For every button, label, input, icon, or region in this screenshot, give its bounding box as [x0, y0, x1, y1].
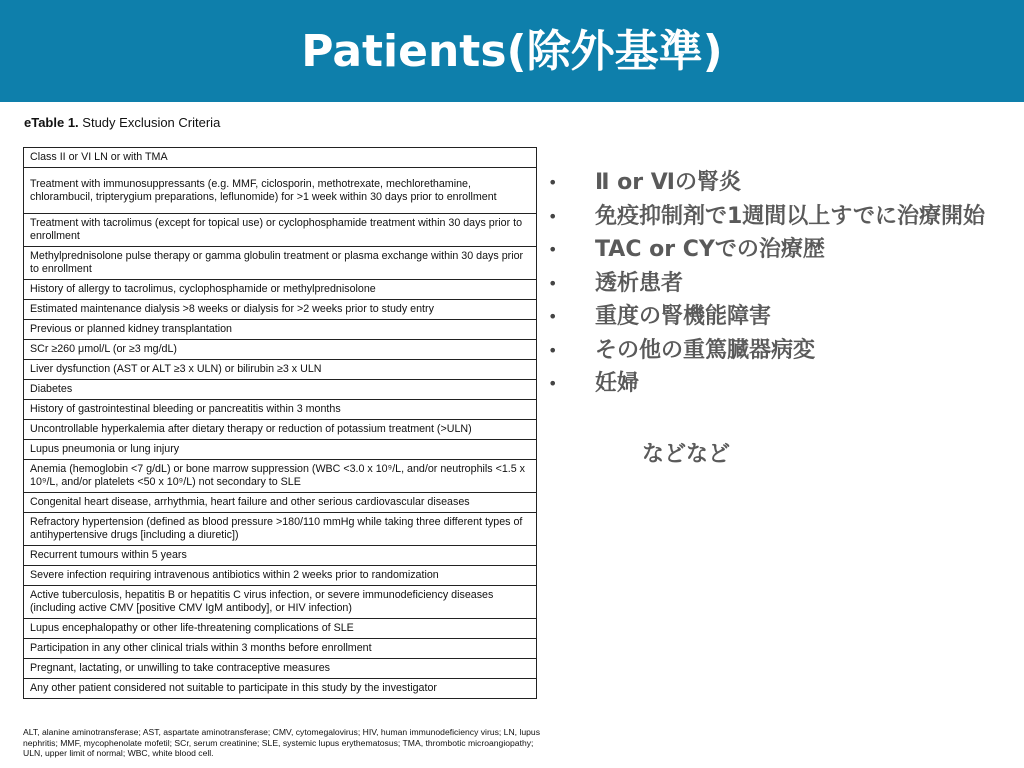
criteria-cell: Methylprednisolone pulse therapy or gamma globulin treatment or plasma exchange within 30 days prior to enrollment — [24, 247, 537, 280]
criteria-cell: Class II or VI LN or with TMA — [24, 148, 537, 168]
exclusion-criteria-table — [23, 147, 537, 699]
criteria-cell: Recurrent tumours within 5 years — [24, 546, 537, 566]
summary-bullet-text: Ⅱ or Ⅵの腎炎 — [595, 170, 741, 195]
summary-bullet-text: 重度の腎機能障害 — [595, 304, 772, 329]
slide-title: Patients(除外基準) — [301, 26, 723, 77]
bullet-dot: • — [548, 307, 558, 326]
japanese-summary-list — [548, 166, 988, 401]
criteria-cell: History of allergy to tacrolimus, cyclophosphamide or methylprednisolone — [24, 280, 537, 300]
table-caption — [24, 115, 220, 130]
summary-bullet-text: 透析患者 — [595, 270, 684, 296]
criteria-cell: Severe infection requiring intravenous antibiotics within 2 weeks prior to randomization — [24, 566, 537, 586]
bullet-dot: • — [548, 374, 558, 393]
criteria-cell: Participation in any other clinical trials within 3 months before enrollment — [24, 639, 537, 659]
summary-bullet — [548, 300, 988, 334]
title-bar — [0, 0, 1024, 102]
summary-bullet-text: TAC or CYでの治療歴 — [595, 237, 825, 262]
criteria-cell: SCr ≥260 μmol/L (or ≥3 mg/dL) — [24, 340, 537, 360]
summary-bullet-text: 妊婦 — [595, 371, 640, 396]
bullet-dot: • — [548, 273, 558, 293]
summary-bullet-text: 免疫抑制剤で1週間以上すでに治療開始 — [595, 203, 985, 229]
summary-bullet-text: その他の重篤臓器病変 — [595, 337, 816, 363]
criteria-cell: Treatment with tacrolimus (except for topical use) or cyclophosphamide treatment within 30 days prior to enrollment — [24, 214, 537, 247]
table-footnote: ALT, alanine aminotransferase; AST, aspartate aminotransferase; CMV, cytomegalovirus; HIV, human immunodeficiency virus; LN, lupus nephritis; MMF, mycophenolate mofetil; SCr, serum creatinine; SLE, systemic lupus erythematosus; TMA, thrombotic microangiopathy; ULN, upper limit of normal; WBC, white blood cell. — [23, 727, 540, 759]
criteria-cell: Refractory hypertension (defined as blood pressure >180/110 mmHg while taking three different types of antihypertensive drugs [including a diuretic]) — [24, 513, 537, 546]
criteria-cell: Active tuberculosis, hepatitis B or hepatitis C virus infection, or severe immunodeficiency diseases (including active CMV [positive CMV IgM antibody], or HIV infection) — [24, 586, 537, 619]
criteria-cell: Uncontrollable hyperkalemia after dietary therapy or reduction of potassium treatment (>ULN) — [24, 420, 537, 440]
criteria-cell: Any other patient considered not suitable to participate in this study by the investigator — [24, 679, 537, 699]
summary-bullet — [548, 200, 988, 234]
bullet-dot: • — [548, 240, 558, 259]
summary-bullet — [548, 334, 988, 368]
summary-bullet — [548, 233, 988, 267]
summary-bullet — [548, 166, 988, 200]
criteria-cell: Lupus encephalopathy or other life-threatening complications of SLE — [24, 619, 537, 639]
criteria-cell: Pregnant, lactating, or unwilling to take contraceptive measures — [24, 659, 537, 679]
criteria-cell: Liver dysfunction (AST or ALT ≥3 x ULN) or bilirubin ≥3 x ULN — [24, 360, 537, 380]
criteria-cell: Estimated maintenance dialysis >8 weeks or dialysis for >2 weeks prior to study entry — [24, 300, 537, 320]
criteria-cell: Previous or planned kidney transplantation — [24, 320, 537, 340]
table-caption-label: eTable 1. — [24, 115, 79, 130]
bullet-dot: • — [548, 340, 558, 360]
criteria-cell: History of gastrointestinal bleeding or pancreatitis within 3 months — [24, 400, 537, 420]
criteria-cell: Treatment with immunosuppressants (e.g. MMF, ciclosporin, methotrexate, mechlorethamine, chlorambucil, tripterygium preparations, leflunomide) for >1 week within 30 days prior to enrollment — [24, 168, 537, 214]
table-caption-text: Study Exclusion Criteria — [78, 115, 221, 130]
trailing-note: などなど — [642, 442, 731, 467]
criteria-cell: Diabetes — [24, 380, 537, 400]
bullet-dot: • — [548, 206, 558, 226]
summary-bullet — [548, 267, 988, 301]
criteria-cell: Lupus pneumonia or lung injury — [24, 440, 537, 460]
summary-bullet — [548, 367, 988, 401]
criteria-cell: Anemia (hemoglobin <7 g/dL) or bone marrow suppression (WBC <3.0 x 10⁹/L, and/or neutrophils <1.5 x 10⁹/L, and/or platelets <50 x 10⁹/L) not secondary to SLE — [24, 460, 537, 493]
bullet-dot: • — [548, 173, 558, 192]
criteria-cell: Congenital heart disease, arrhythmia, heart failure and other serious cardiovascular diseases — [24, 493, 537, 513]
